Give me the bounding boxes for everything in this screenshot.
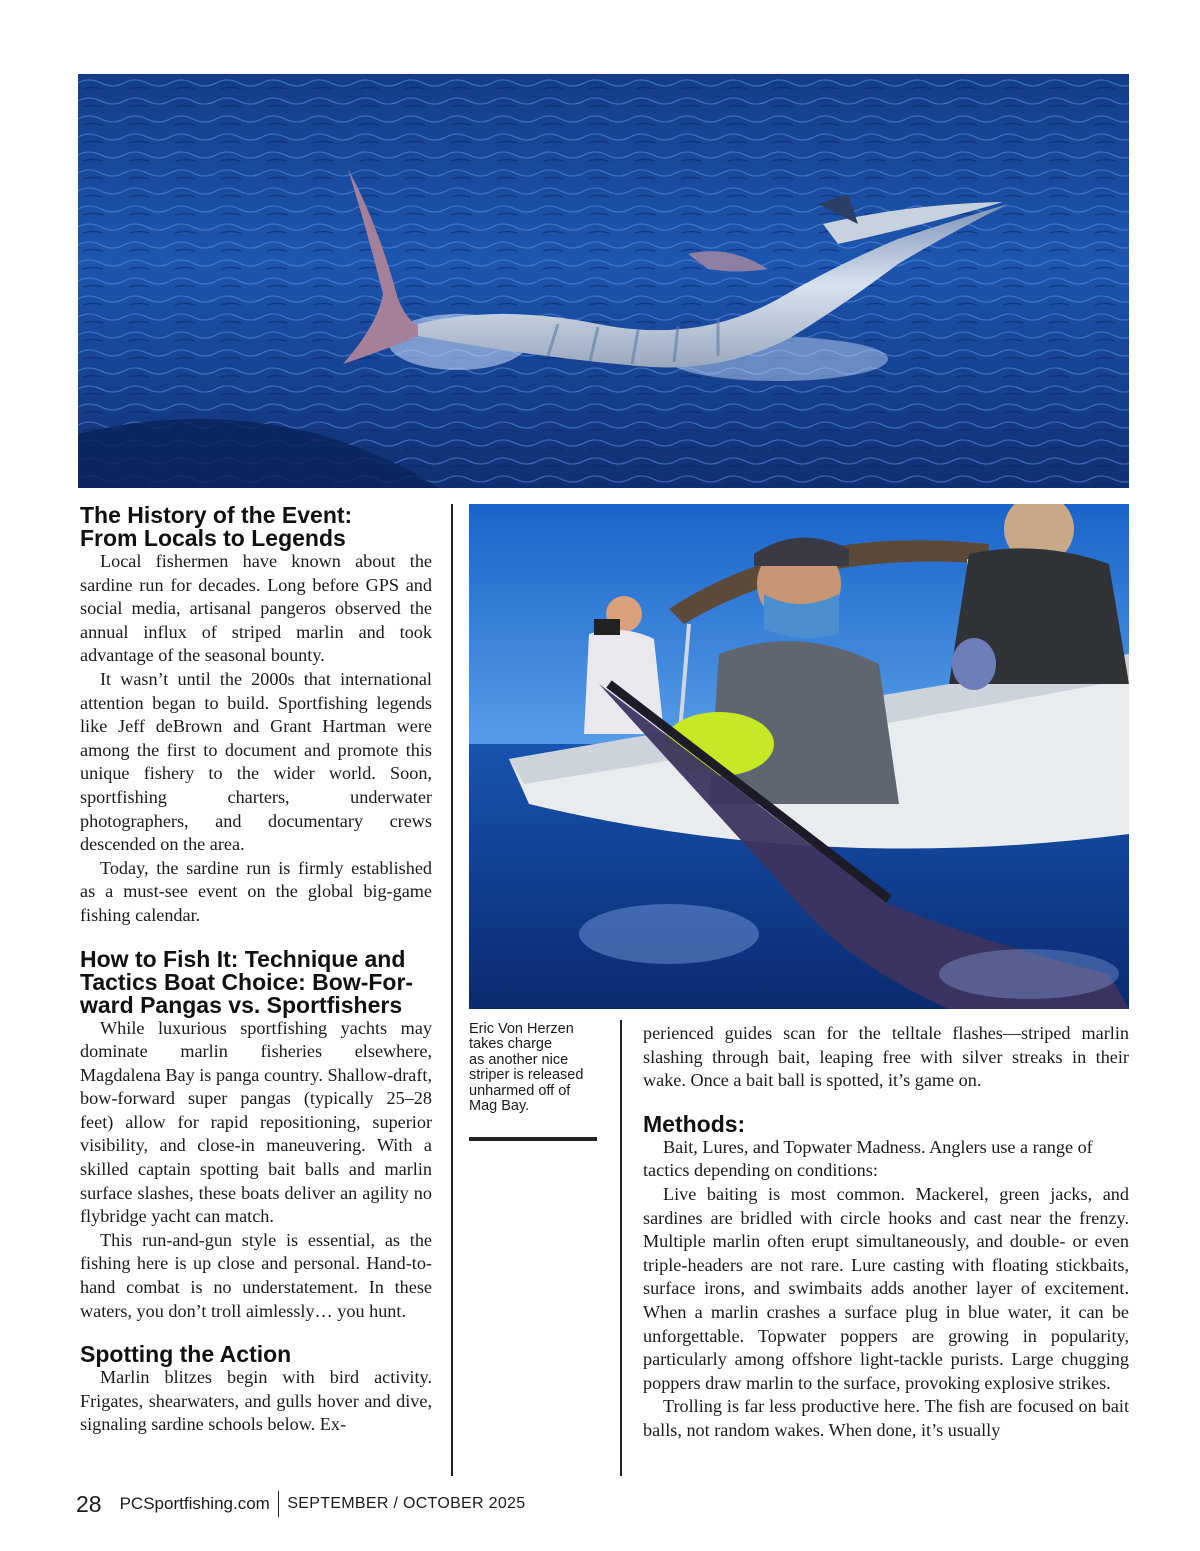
website-link[interactable]: PCSportfishing.com	[119, 1494, 270, 1513]
paragraph: Bait, Lures, and Topwater Madness. Anglers use a range of tactics depending on conditions:	[643, 1136, 1093, 1181]
section-spotting	[80, 1343, 432, 1437]
page-number: 28	[76, 1490, 102, 1517]
how-to-heading-line2: Tactics Boat Choice: Bow-For-	[80, 968, 414, 995]
paragraph: Today, the sardine run is firmly established as a must-see event on the global big-game fishing calendar.	[80, 857, 432, 925]
paragraph: This run-and-gun style is essential, as the fishing here is up close and personal. Hand-to-hand combat is no understatement. In these waters, you don’t troll aimlessly… you hunt.	[80, 1229, 432, 1321]
column-divider-left	[451, 504, 453, 1476]
page-footer	[76, 1490, 525, 1518]
spotting-heading: Spotting the Action	[80, 1341, 292, 1368]
paragraph: Marlin blitzes begin with bird activity. Frigates, shearwaters, and gulls hover and dive, signaling sardine schools below. Ex-	[80, 1367, 432, 1435]
caption-line: takes charge	[469, 1036, 553, 1053]
how-to-heading-line3: ward Pangas vs. Sportfishers	[80, 991, 403, 1018]
history-heading-line2: From Locals to Legends	[80, 525, 346, 551]
photo-caption	[469, 1022, 609, 1114]
paragraph: It wasn’t until the 2000s that international attention began to build. Sportfishing legends like Jeff deBrown and Grant Hartman were among the first to document and promote this unique fishery to the wider world. Soon, sportfishing charters, underwater photographers, and documentary crews descended on the area.	[80, 668, 432, 855]
paragraph: Trolling is far less productive here. The fish are focused on bait balls, not random wakes. When done, it’s usually	[643, 1396, 1129, 1440]
column-divider-right	[620, 1020, 622, 1476]
how-to-heading-line1: How to Fish It: Technique and	[80, 945, 406, 972]
caption-line: Eric Von Herzen	[469, 1021, 574, 1037]
how-to-heading	[80, 945, 432, 1018]
issue-date: SEPTEMBER / OCTOBER 2025	[287, 1495, 526, 1512]
section-methods	[643, 1110, 1129, 1443]
caption-line: as another nice	[469, 1051, 569, 1068]
history-heading	[80, 504, 432, 550]
left-column	[80, 504, 432, 1437]
top-photo-leaping-marlin	[78, 74, 1129, 488]
section-how-to	[80, 945, 432, 1324]
paragraph: While luxurious sportfishing yachts may dominate marlin fisheries elsewhere, Magdalena Bay is panga country. Shallow-draft, bow-forward super pangas (typically 25–28 feet) allow for rapid repositioning, superior visibility, and close-in maneuvering. With a skilled captain spotting bait balls and marlin surface slashes, these boats deliver an agility no flybridge yacht can match.	[80, 1017, 432, 1227]
caption-rule	[469, 1137, 597, 1141]
caption-line: striper is released	[469, 1067, 584, 1084]
paragraph: perienced guides scan for the telltale flashes—striped marlin slashing through bait, leaping free with silver streaks in their wake. Once a bait ball is spotted, it’s game on.	[643, 1023, 1129, 1091]
caption-line: unharmed off of	[469, 1082, 571, 1099]
methods-body	[643, 1136, 1129, 1443]
spotting-body	[80, 1366, 432, 1437]
history-body	[80, 550, 432, 928]
middle-photo-marlin-release	[469, 504, 1129, 1009]
paragraph: Live baiting is most common. Mackerel, green jacks, and sardines are bridled with circle hooks and cast near the frenzy. Multiple marlin often erupt simultaneously, and double- or even triple-headers are not rare. Lure casting with floating stickbaits, surface irons, and swimbaits adds another layer of excitement. When a marlin crashes a surface plug in blue water, it can be unforgettable. Topwater poppers are growing in popularity, particularly among offshore light-tackle purists. Large chugging poppers draw marlin to the surface, provoking explosive strikes.	[643, 1183, 1129, 1393]
how-to-body	[80, 1017, 432, 1324]
history-heading-line1: The History of the Event:	[80, 502, 353, 528]
section-history	[80, 504, 432, 928]
footer-divider	[278, 1491, 280, 1517]
paragraph: Local fishermen have known about the sardine run for decades. Long before GPS and social media, artisanal pangeros observed the annual influx of striped marlin and took advantage of the seasonal bounty.	[80, 551, 432, 666]
caption-line: Mag Bay.	[469, 1098, 530, 1115]
methods-heading: Methods:	[643, 1110, 746, 1137]
right-column	[643, 1022, 1129, 1443]
continuation-body	[643, 1022, 1129, 1093]
